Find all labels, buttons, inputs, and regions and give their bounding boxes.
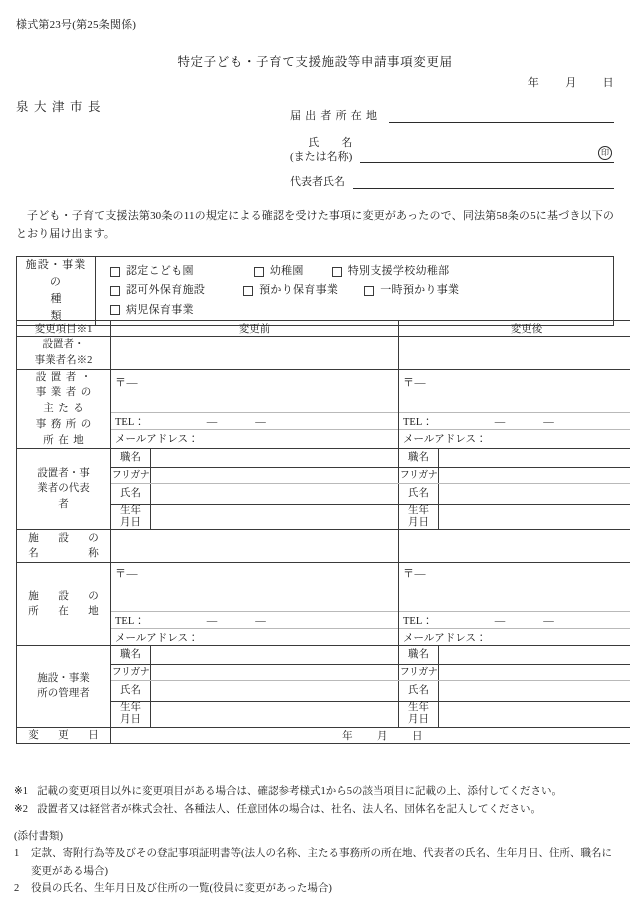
sublabel-furigana-after: フリガナ: [399, 468, 439, 484]
label-facility-address-line2: 所 在 地: [28, 606, 104, 618]
attachment-text: 役員の氏名、生年月日及び住所の一覧(役員に変更があった場合): [31, 882, 332, 894]
facility-type-label-line3: 種 類: [50, 293, 114, 323]
applicant-name-input[interactable]: [360, 148, 614, 163]
label-operator-name-line2: 事業者名※2: [34, 354, 93, 366]
facility-type-options: [96, 257, 614, 326]
footnote-row: [14, 783, 618, 801]
attachment-item: [14, 845, 618, 880]
input-manager-position-after[interactable]: [439, 646, 630, 665]
facility-mail-label-after: メールアドレス：: [403, 633, 487, 645]
facility-type-table: [16, 256, 614, 326]
date-month-label: 月: [565, 77, 577, 89]
label-change-date-text: 変 更 日: [28, 729, 104, 741]
sublabel-manager-birthdate-after-line2: 月日: [408, 714, 429, 726]
input-representative-name-after[interactable]: [439, 484, 630, 505]
applicant-representative-row: [290, 176, 614, 191]
table-row-facility-name: [17, 530, 630, 563]
label-facility-manager-line2: 所の管理者: [37, 688, 90, 700]
checkbox-病児保育事業[interactable]: [110, 301, 194, 320]
sublabel-manager-birthdate-before-line1: 生年: [120, 702, 141, 714]
facility-tel-area-after[interactable]: [399, 611, 630, 628]
attachment-number: 1: [14, 848, 20, 860]
table-row-facility-address: [17, 563, 630, 646]
mail-area-before[interactable]: [111, 429, 398, 446]
label-operator-representative-line2: 業者の代表: [37, 483, 90, 495]
checkbox-label: 幼稚園: [269, 265, 304, 278]
applicant-representative-input[interactable]: [353, 187, 614, 189]
label-facility-address-line1: 施 設 の: [28, 590, 104, 602]
sublabel-manager-furigana-before: フリガナ: [111, 665, 151, 681]
zip-area-after[interactable]: [399, 372, 630, 412]
sublabel-manager-name-after: 氏名: [399, 681, 439, 702]
checkbox-預かり保育事業[interactable]: [243, 281, 338, 300]
input-representative-furigana-after[interactable]: [439, 468, 630, 484]
footnotes: [14, 783, 618, 819]
checkbox-icon[interactable]: [332, 267, 342, 277]
checkbox-一時預かり事業[interactable]: [364, 281, 459, 300]
addressee: 泉大津市長: [16, 100, 107, 114]
header-before: 変更前: [111, 321, 399, 337]
zip-area-before[interactable]: [111, 372, 398, 412]
applicant-address-row: [290, 110, 614, 125]
table-row-change-date: [17, 727, 630, 744]
form-number: 様式第23号(第25条関係): [16, 19, 137, 31]
label-facility-manager: [17, 646, 111, 727]
input-manager-name-before[interactable]: [151, 681, 399, 702]
checkbox-認定こども園[interactable]: [110, 262, 194, 281]
input-representative-position-before[interactable]: [151, 449, 399, 468]
header-change-item: 変更項目※1: [17, 321, 111, 337]
input-representative-furigana-before[interactable]: [151, 468, 399, 484]
label-operator-representative-line3: 者: [58, 499, 69, 511]
input-manager-birthdate-before[interactable]: [151, 702, 399, 727]
change-date-month: 月: [377, 730, 388, 742]
input-representative-birthdate-after[interactable]: [439, 505, 630, 530]
facility-tel-dash1-after: —: [494, 616, 506, 628]
checkbox-label: 一時預かり事業: [380, 284, 460, 297]
header-after: 変更後: [399, 321, 630, 337]
tel-area-after[interactable]: [399, 412, 630, 429]
tel-dash1-after: —: [494, 416, 506, 428]
attachment-number: 2: [14, 882, 20, 894]
attachments-list: [14, 845, 618, 897]
label-operator-office-address-line4: 事務所の: [35, 418, 96, 430]
checkbox-icon[interactable]: [110, 267, 120, 277]
checkbox-icon[interactable]: [243, 286, 253, 296]
footnote-text: 設置者又は経営者が株式会社、各種法人、任意団体の場合は、社名、法人名、団体名を記入してください。: [37, 804, 542, 816]
checkbox-row: [96, 262, 613, 281]
tel-label-before: TEL：: [115, 416, 145, 428]
facility-tel-area-before[interactable]: [111, 611, 398, 628]
facility-tel-dash2-before: —: [255, 616, 266, 628]
checkbox-row: [96, 301, 613, 320]
sublabel-manager-position-after: 職名: [399, 646, 439, 665]
zip-dash-after: —: [414, 376, 426, 389]
applicant-name-label-line1: 氏 名: [308, 136, 353, 149]
input-manager-birthdate-after[interactable]: [439, 702, 630, 727]
input-manager-name-after[interactable]: [439, 681, 630, 702]
facility-tel-dash1-before: —: [206, 616, 218, 628]
checkbox-icon[interactable]: [110, 305, 120, 315]
attachment-item: [14, 880, 618, 897]
facility-zip-dash-before: —: [126, 568, 138, 581]
facility-zip-dash-after: —: [414, 568, 426, 581]
footnote-mark: ※1: [14, 786, 29, 797]
label-facility-name-line1: 施 設 の: [28, 532, 104, 544]
checkbox-label: 認可外保育施設: [126, 284, 206, 297]
input-manager-furigana-after[interactable]: [439, 665, 630, 681]
checkbox-icon[interactable]: [364, 286, 374, 296]
input-manager-position-before[interactable]: [151, 646, 399, 665]
intro-paragraph: 子ども・子育て支援法第30条の11の規定による確認を受けた事項に変更があったので、同法第58条の5に基づき以下のとおり届け出ます。: [16, 210, 614, 240]
facility-mail-area-after[interactable]: [399, 628, 630, 645]
label-operator-office-address-line2: 事業者の: [35, 387, 96, 399]
sublabel-position-after: 職名: [399, 449, 439, 468]
label-operator-name: [17, 337, 111, 370]
footnote-mark: ※2: [14, 804, 29, 816]
checkbox-認可外保育施設[interactable]: [110, 281, 205, 300]
table-row-representative-position: [17, 449, 630, 468]
table-header-row: [17, 321, 630, 337]
checkbox-label: 病児保育事業: [126, 303, 194, 316]
input-facility-address-before[interactable]: [111, 563, 399, 646]
checkbox-icon[interactable]: [110, 286, 120, 296]
mail-label-after: メールアドレス：: [403, 433, 487, 445]
facility-mail-area-before[interactable]: [111, 628, 398, 645]
sublabel-position-before: 職名: [111, 449, 151, 468]
tel-dash2-after: —: [543, 416, 554, 428]
footnote-text: 記載の変更項目以外に変更項目がある場合は、確認参考様式1から5の該当項目に記載の上、添付してください。: [37, 786, 563, 797]
facility-tel-label-after: TEL：: [403, 616, 433, 628]
input-operator-name-before[interactable]: [111, 337, 399, 370]
applicant-address-input[interactable]: [389, 121, 614, 123]
label-facility-name-line2: 名 称: [28, 548, 104, 560]
seal-icon: 印: [598, 146, 612, 160]
facility-zip-area-before[interactable]: [111, 563, 398, 611]
submission-date-line: [528, 74, 614, 90]
sublabel-manager-birthdate-before-line2: 月日: [120, 714, 141, 726]
applicant-name-label-line2: (または名称): [290, 151, 353, 164]
mail-area-after[interactable]: [399, 429, 630, 446]
checkbox-幼稚園[interactable]: [254, 262, 304, 281]
checkbox-row: [96, 281, 613, 300]
label-operator-representative-line1: 設置者・事: [37, 467, 90, 479]
label-facility-address: [17, 563, 111, 646]
facility-type-label-line1: 施設・事業: [25, 259, 87, 271]
sublabel-birthdate-before: [111, 505, 151, 530]
facility-tel-dash2-after: —: [543, 616, 554, 628]
input-facility-name-before[interactable]: [111, 530, 399, 563]
change-details-table: [16, 320, 630, 744]
facility-tel-label-before: TEL：: [115, 616, 145, 628]
applicant-representative-label: 代表者氏名: [290, 176, 345, 189]
facility-type-label: [17, 257, 114, 326]
table-row-manager-position: [17, 646, 630, 665]
checkbox-icon[interactable]: [254, 267, 264, 277]
date-day-label: 日: [602, 77, 614, 89]
input-operator-name-after[interactable]: [399, 337, 630, 370]
input-change-date[interactable]: [111, 727, 630, 744]
facility-type-label-line2: の: [49, 276, 63, 289]
applicant-block: [290, 110, 614, 202]
facility-type-row: [17, 257, 614, 326]
page-title: 特定子ども・子育て支援施設等申請事項変更届: [177, 55, 453, 69]
sublabel-name-before: 氏名: [111, 484, 151, 505]
sublabel-manager-furigana-after: フリガナ: [399, 665, 439, 681]
table-row-operator-office-address: [17, 369, 630, 449]
label-facility-manager-line1: 施設・事業: [37, 672, 90, 684]
sublabel-manager-birthdate-before: [111, 702, 151, 727]
facility-zip-area-after[interactable]: [399, 563, 630, 611]
tel-area-before[interactable]: [111, 412, 398, 429]
sublabel-manager-birthdate-after-line1: 生年: [408, 702, 429, 714]
zip-symbol-before: 〒: [115, 376, 127, 389]
tel-label-after: TEL：: [403, 416, 433, 428]
input-representative-position-after[interactable]: [439, 449, 630, 468]
label-operator-office-address-line5: 所在地: [43, 434, 89, 446]
label-operator-name-line1: 設置者・: [42, 339, 85, 350]
attachment-text: 定款、寄附行為等及びその登記事項証明書等(法人の名称、主たる事務所の所在地、代表者の氏名、生年月日、住所、職名に変更がある場合): [31, 848, 612, 877]
sublabel-furigana-before: フリガナ: [111, 468, 151, 484]
change-date-year: 年: [342, 730, 354, 742]
sublabel-birthdate-before-line2: 月日: [120, 517, 141, 529]
checkbox-label: 特別支援学校幼稚部: [347, 265, 450, 278]
input-facility-address-after[interactable]: [399, 563, 630, 646]
sublabel-birthdate-after-line1: 生年: [408, 505, 429, 517]
label-operator-representative: [17, 449, 111, 530]
change-date-day: 日: [411, 730, 423, 742]
sublabel-manager-birthdate-after: [399, 702, 439, 727]
sublabel-birthdate-after: [399, 505, 439, 530]
checkbox-label: 預かり保育事業: [259, 284, 339, 297]
table-row-operator-name: [17, 337, 630, 370]
input-manager-furigana-before[interactable]: [151, 665, 399, 681]
label-operator-office-address-line1: 設置者・: [35, 371, 96, 383]
sublabel-manager-position-before: 職名: [111, 646, 151, 665]
label-facility-name: [17, 530, 111, 563]
facility-mail-label-before: メールアドレス：: [115, 633, 199, 645]
zip-symbol-after: 〒: [403, 376, 415, 389]
applicant-name-label: [290, 136, 352, 166]
footnote-row: [14, 801, 618, 819]
tel-dash2-before: —: [255, 416, 266, 428]
input-operator-office-address-after[interactable]: [399, 369, 630, 449]
label-change-date: [17, 727, 111, 744]
label-operator-office-address-line3: 主たる: [43, 403, 89, 414]
checkbox-特別支援学校幼稚部[interactable]: [332, 262, 450, 281]
tel-dash1-before: —: [206, 416, 218, 428]
input-operator-office-address-before[interactable]: [111, 369, 399, 449]
zip-dash-before: —: [126, 376, 138, 389]
date-year-label: 年: [527, 77, 540, 89]
input-facility-name-after[interactable]: [399, 530, 630, 563]
facility-zip-symbol-before: 〒: [115, 568, 127, 581]
applicant-name-row: [290, 136, 614, 166]
input-representative-name-before[interactable]: [151, 484, 399, 505]
sublabel-manager-name-before: 氏名: [111, 681, 151, 702]
sublabel-birthdate-after-line2: 月日: [408, 517, 429, 529]
attachments-title: (添付書類): [14, 831, 63, 842]
checkbox-group: [96, 262, 613, 320]
applicant-address-label: 届出者所在地: [290, 110, 382, 122]
checkbox-label: 認定こども園: [126, 265, 194, 278]
sublabel-birthdate-before-line1: 生年: [120, 505, 141, 517]
label-operator-office-address: [17, 369, 111, 449]
facility-zip-symbol-after: 〒: [403, 568, 415, 581]
input-representative-birthdate-before[interactable]: [151, 505, 399, 530]
sublabel-name-after: 氏名: [399, 484, 439, 505]
mail-label-before: メールアドレス：: [115, 433, 199, 445]
attachments-section: [14, 828, 618, 897]
